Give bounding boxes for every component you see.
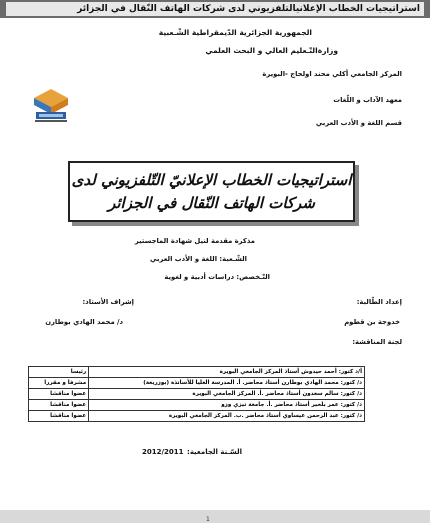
table-row [29,367,365,378]
committee-member: د/ كتور: سالم سعدون أستاذ محاضر .أ. المركز الجامعي البويرة [89,389,365,400]
supervised-by-label: إشراف الأستاذ: [82,298,134,306]
prepared-by-label: إعداد الطّالبة: [356,298,402,306]
branch-line: الشّـعبة: اللغة و الأدب العربي [150,255,247,263]
thesis-title-box [68,161,355,222]
page-number: 1 [206,516,210,523]
academic-year-label: السّـنة الجامعية: [187,448,242,456]
thesis-title-line-1: استراتيجيات الخطاب الإعلانيّ التّلفزيوني لدى [71,171,352,189]
committee-role: عضوا مناقشا [29,411,89,422]
committee-role: رئيسا [29,367,89,378]
table-row [29,400,365,411]
institute-line: معهد الآداب و اللّغات [333,96,402,104]
supervisor-name: د/ محمد الهادي بوطارن [45,318,123,326]
specialty-line: التّـخصص: دراسات أدبية و لغوية [164,273,270,281]
committee-role: عضوا مناقشا [29,400,89,411]
table-row [29,411,365,422]
committee-label: لجنة المناقشة: [352,338,402,346]
student-name: خدوجة بن قطوم [344,318,400,326]
window-title: استراتيجيات الخطاب الإعلانيالتلفزيوني لدى شركات الهاتف النّقال في الجزائر [6,2,424,16]
memo-line: مذكرة مقدمة لنيل شهادة الماجستير [134,237,255,245]
thesis-title-line-2: شركات الهاتف النّقال في الجزائر [108,194,315,212]
window-title-bar [0,0,430,18]
ministry-line: وزارةالتّـعليم العالي و البحث العلمي [205,46,338,55]
republic-line: الجمهورية الجزائرية الدّيمقراطية الشّـعبية [158,28,312,37]
center-line: المركز الجامعي أكلي محند اولحاج -البويرة [262,70,402,78]
department-line: قسم اللغة و الأدب العربي [315,119,402,127]
committee-member: د/ كتور: عمر بلخير أستاذ محاضر .أ. جامعة تيزي وزو [89,400,365,411]
committee-role: عضوا مناقشا [29,389,89,400]
university-logo [30,85,72,125]
table-row [29,389,365,400]
committee-member: د/ كتور: محمد الهادي بوطارن أستاذ محاضر. أ. المدرسة العليا للأساتذة (بوزريعة) [89,378,365,389]
document-page [0,18,430,523]
committee-role: مشرفا و مقررا [29,378,89,389]
table-row [29,378,365,389]
academic-year-value: 2012/2011 [142,448,184,456]
committee-member: أ/د كتور: أحمد حيدوش أستاذ المركز الجامعي البويرة [89,367,365,378]
committee-member: د/ كتور: عبد الرحمن عيساوي أستاذ محاضر .ب. المركز الجامعي البويرة [89,411,365,422]
committee-table [28,366,365,422]
